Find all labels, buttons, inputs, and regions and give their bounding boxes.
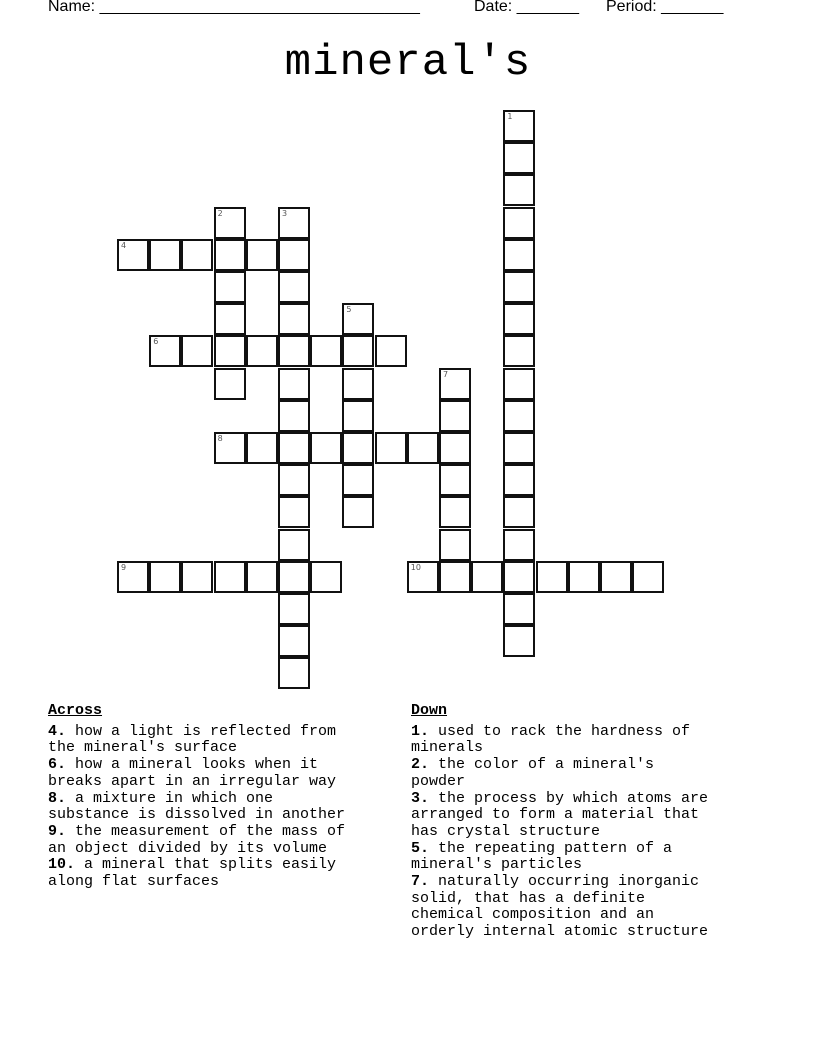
crossword-cell[interactable] [278,335,310,367]
crossword-cell[interactable] [149,335,181,367]
down-clue-line [411,740,708,757]
clue-number: 5. [411,839,430,857]
down-clue-line [411,774,708,791]
clue-text: a mineral that splits easily [75,856,337,874]
crossword-cell[interactable] [214,271,246,303]
name-field[interactable]: Name: ____________________________________ [48,0,420,15]
crossword-cell[interactable] [600,561,632,593]
clue-number: 6 [153,337,159,347]
down-clue-line [411,807,708,824]
crossword-cell[interactable] [278,207,310,239]
crossword-cell[interactable] [278,400,310,432]
crossword-cell[interactable] [278,496,310,528]
crossword-cell[interactable] [503,529,535,561]
crossword-cell[interactable] [503,593,535,625]
crossword-cell[interactable] [246,432,278,464]
clue-text: an object divided by its volume [48,839,328,857]
crossword-cell[interactable] [181,239,213,271]
crossword-cell[interactable] [503,271,535,303]
crossword-cell[interactable] [503,432,535,464]
crossword-cell[interactable] [310,432,342,464]
crossword-cell[interactable] [375,335,407,367]
crossword-cell[interactable] [439,432,471,464]
clue-text: the color of a mineral's [429,756,655,774]
crossword-cell[interactable] [407,432,439,464]
crossword-cell[interactable] [117,561,149,593]
crossword-cell[interactable] [439,529,471,561]
clue-number: 4 [121,240,127,250]
across-clue-line [48,857,345,874]
crossword-cell[interactable] [278,239,310,271]
across-heading: Across [48,702,103,719]
down-clue-line [411,791,708,808]
across-clue-line [48,874,345,891]
clue-text: the measurement of the mass of [66,822,346,840]
date-field[interactable]: Date: _______ [474,0,579,15]
across-clue-line [48,740,345,757]
across-clue-line [48,841,345,858]
crossword-cell[interactable] [214,239,246,271]
crossword-cell[interactable] [214,303,246,335]
crossword-cell[interactable] [342,464,374,496]
across-clue-line [48,824,345,841]
crossword-cell[interactable] [214,561,246,593]
crossword-cell[interactable] [503,464,535,496]
crossword-cell[interactable] [342,432,374,464]
down-clue-line [411,757,708,774]
clue-number: 1 [507,112,513,121]
down-clue-line [411,924,708,941]
crossword-cell[interactable] [503,174,535,206]
clue-number: 3 [282,208,288,218]
crossword-cell[interactable] [278,593,310,625]
crossword-cell[interactable] [568,561,600,593]
crossword-cell[interactable] [149,561,181,593]
clue-text: the repeating pattern of a [429,839,673,857]
crossword-cell[interactable] [246,561,278,593]
clue-number: 8 [217,434,223,443]
crossword-cell[interactable] [375,432,407,464]
down-clue-line [411,907,708,924]
crossword-cell[interactable] [439,400,471,432]
crossword-cell[interactable] [214,432,246,464]
crossword-cell[interactable] [278,561,310,593]
across-clue-line [48,724,345,741]
crossword-cell[interactable] [181,335,213,367]
page-title: mineral's [284,38,532,88]
crossword-cell[interactable] [503,368,535,400]
crossword-cell[interactable] [342,496,374,528]
crossword-cell[interactable] [342,368,374,400]
crossword-cell[interactable] [117,239,149,271]
clue-text: arranged to form a material that [411,806,700,824]
down-clue-line [411,857,708,874]
crossword-cell[interactable] [246,335,278,367]
clue-number: 7. [411,873,430,891]
clue-text: used to rack the hardness of [429,722,691,740]
crossword-cell[interactable] [503,110,535,142]
clue-number: 2. [411,756,430,774]
across-clue-line [48,757,345,774]
crossword-cell[interactable] [278,529,310,561]
down-clue-line [411,841,708,858]
clue-number: 7 [443,369,449,379]
clue-number: 8. [48,789,67,807]
clue-text: breaks apart in an irregular way [48,772,337,790]
down-clue-line [411,874,708,891]
crossword-cell[interactable] [214,368,246,400]
crossword-cell[interactable] [278,464,310,496]
crossword-cell[interactable] [503,335,535,367]
crossword-cell[interactable] [503,496,535,528]
crossword-cell[interactable] [439,561,471,593]
clue-text: how a light is reflected from [66,722,337,740]
crossword-cell[interactable] [278,625,310,657]
clue-number: 4. [48,722,67,740]
clue-text: how a mineral looks when it [66,756,319,774]
crossword-cell[interactable] [278,303,310,335]
across-clue-line [48,774,345,791]
clue-text: minerals [411,739,484,757]
crossword-cell[interactable] [149,239,181,271]
crossword-cell[interactable] [310,335,342,367]
down-heading: Down [411,702,448,719]
across-clue-line [48,807,345,824]
crossword-cell[interactable] [503,400,535,432]
crossword-cell[interactable] [503,142,535,174]
crossword-cell[interactable] [439,464,471,496]
clue-number: 10 [410,562,421,572]
clue-text: powder [411,772,466,790]
down-clue-line [411,824,708,841]
crossword-cell[interactable] [246,239,278,271]
crossword-cell[interactable] [278,657,310,689]
clue-number: 5 [346,305,352,315]
crossword-cell[interactable] [278,432,310,464]
crossword-cell[interactable] [342,303,374,335]
clue-number: 6. [48,756,67,774]
down-clue-line [411,891,708,908]
crossword-cell[interactable] [214,335,246,367]
clue-text: a mixture in which one [66,789,274,807]
crossword-cell[interactable] [342,400,374,432]
crossword-cell[interactable] [439,368,471,400]
crossword-cell[interactable] [536,561,568,593]
crossword-cell[interactable] [503,239,535,271]
crossword-cell[interactable] [310,561,342,593]
clue-number: 10. [48,856,76,874]
clue-text: the process by which atoms are [429,789,709,807]
crossword-cell[interactable] [214,207,246,239]
clue-text: has crystal structure [411,822,601,840]
clue-text: orderly internal atomic structure [411,923,709,941]
clue-text: substance is dissolved in another [48,806,346,824]
crossword-cell[interactable] [632,561,664,593]
across-clue-line [48,791,345,808]
clue-text: the mineral's surface [48,739,238,757]
crossword-cell[interactable] [278,271,310,303]
crossword-cell[interactable] [503,207,535,239]
clue-number: 2 [217,208,223,218]
down-clues [411,703,708,941]
clue-text: chemical composition and an [411,906,655,924]
across-clues [48,703,345,891]
clue-text: solid, that has a definite [411,889,646,907]
clue-number: 1. [411,722,430,740]
crossword-cell[interactable] [503,561,535,593]
clue-number: 9. [48,822,67,840]
crossword-cell[interactable] [407,561,439,593]
clue-text: naturally occurring inorganic [429,873,700,891]
crossword-cell[interactable] [181,561,213,593]
crossword-cell[interactable] [342,335,374,367]
crossword-cell[interactable] [439,496,471,528]
down-clue-line [411,724,708,741]
crossword-cell[interactable] [471,561,503,593]
clue-number: 9 [121,562,127,572]
clue-text: along flat surfaces [48,873,220,891]
crossword-cell[interactable] [503,625,535,657]
period-field[interactable]: Period: _______ [606,0,724,15]
crossword-cell[interactable] [503,303,535,335]
clue-number: 3. [411,789,430,807]
crossword-cell[interactable] [278,368,310,400]
clue-text: mineral's particles [411,856,583,874]
